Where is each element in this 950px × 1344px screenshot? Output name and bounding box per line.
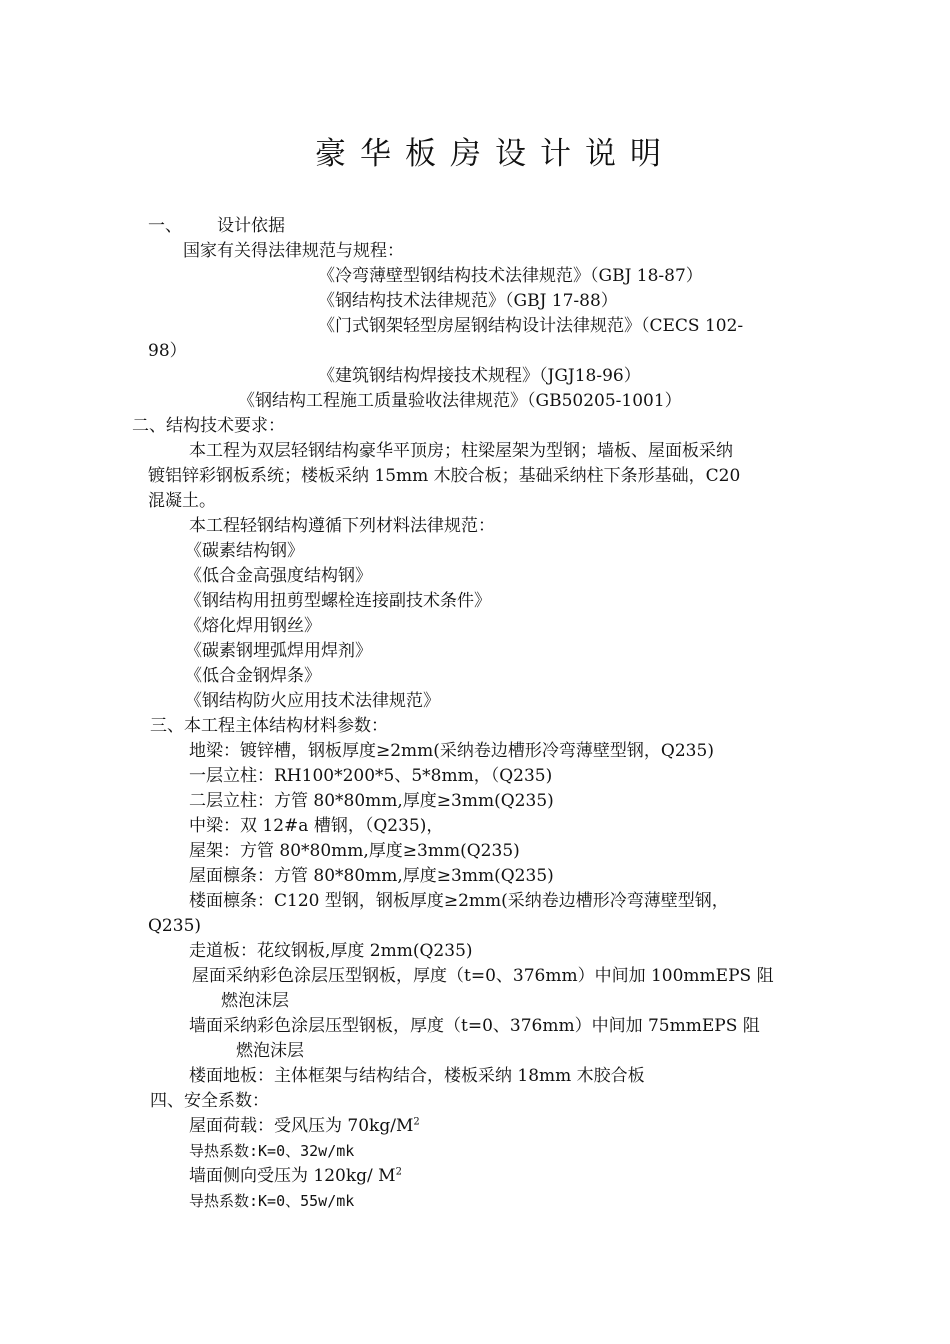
section-2-heading: 二、结构技术要求：: [132, 416, 285, 436]
material-item: 屋面采纳彩色涂层压型钢板，厚度（t=0、376mm）中间加 100mmEPS 阻: [192, 966, 774, 986]
section-3-heading: 三、本工程主体结构材料参数：: [150, 716, 388, 736]
section-4-heading: 四、安全系数：: [150, 1091, 269, 1111]
section-1-intro: 国家有关得法律规范与规程：: [183, 241, 404, 261]
thermal-coefficient-wall: 导热系数:K=0、55w/mk: [189, 1192, 355, 1210]
section-2-intro: 本工程轻钢结构遵循下列材料法律规范：: [189, 516, 495, 536]
reference-item-continued: 98）: [148, 341, 187, 361]
standard-item: 《熔化焊用钢丝》: [185, 616, 321, 636]
material-item: 一层立柱：RH100*200*5、5*8mm，（Q235): [189, 766, 553, 786]
wall-load-line: [189, 1164, 402, 1188]
wall-load-superscript: 2: [395, 1166, 402, 1178]
material-item: 走道板：花纹钢板,厚度 2mm(Q235): [189, 941, 473, 961]
roof-load-line: [189, 1114, 420, 1138]
standard-item: 《钢结构用扭剪型螺栓连接副技术条件》: [185, 591, 491, 611]
section-2-paragraph-line: 混凝土。: [148, 491, 216, 511]
roof-load-text: 屋面荷载：受风压为 70kg/M: [189, 1116, 414, 1136]
standard-item: 《低合金钢焊条》: [185, 666, 321, 686]
material-item: 地梁：镀锌槽，钢板厚度≥2mm(采纳卷边槽形冷弯薄壁型钢，Q235): [189, 741, 714, 761]
standard-item: 《碳素钢埋弧焊用焊剂》: [185, 641, 372, 661]
reference-item: 《门式钢架轻型房屋钢结构设计法律规范》（CECS 102-: [318, 316, 744, 336]
reference-item: 《建筑钢结构焊接技术规程》（JGJ18-96）: [318, 366, 641, 386]
wall-load-text: 墙面侧向受压为 120kg/ M: [189, 1166, 396, 1186]
material-item: 屋面檩条：方管 80*80mm,厚度≥3mm(Q235): [189, 866, 554, 886]
material-item: 楼面地板：主体框架与结构结合，楼板采纳 18mm 木胶合板: [189, 1066, 645, 1086]
material-item: 二层立柱：方管 80*80mm,厚度≥3mm(Q235): [189, 791, 554, 811]
section-2-paragraph-line: 本工程为双层轻钢结构豪华平顶房；柱梁屋架为型钢；墙板、屋面板采纳: [189, 441, 733, 461]
reference-item: 《冷弯薄壁型钢结构技术法律规范》（GBJ 18-87）: [318, 266, 703, 286]
standard-item: 《低合金高强度结构钢》: [185, 566, 372, 586]
section-2-paragraph-line: 镀铝锌彩钢板系统；楼板采纳 15mm 木胶合板；基础采纳柱下条形基础，C20: [148, 466, 741, 486]
roof-load-superscript: 2: [413, 1116, 420, 1128]
material-item: 屋架：方管 80*80mm,厚度≥3mm(Q235): [189, 841, 520, 861]
reference-item: 《钢结构技术法律规范》（GBJ 17-88）: [318, 291, 618, 311]
section-1-heading: 设计依据: [217, 216, 285, 236]
standard-item: 《碳素结构钢》: [185, 541, 304, 561]
material-item: 中梁：双 12#a 槽钢，（Q235)，: [189, 816, 444, 836]
material-item: 楼面檩条：C120 型钢，钢板厚度≥2mm(采纳卷边槽形冷弯薄壁型钢，: [189, 891, 729, 911]
material-item: 墙面采纳彩色涂层压型钢板，厚度（t=0、376mm）中间加 75mmEPS 阻: [189, 1016, 760, 1036]
section-1-number: 一、: [148, 216, 182, 236]
document-title: 豪华板房设计说明: [315, 136, 675, 172]
material-item-continued: Q235): [148, 916, 202, 936]
material-item-continued: 燃泡沫层: [236, 1041, 304, 1061]
material-item-continued: 燃泡沫层: [221, 991, 289, 1011]
thermal-coefficient-roof: 导热系数:K=0、32w/mk: [189, 1142, 355, 1160]
standard-item: 《钢结构防火应用技术法律规范》: [185, 691, 440, 711]
reference-item: 《钢结构工程施工质量验收法律规范》（GB50205-1001）: [238, 391, 682, 411]
